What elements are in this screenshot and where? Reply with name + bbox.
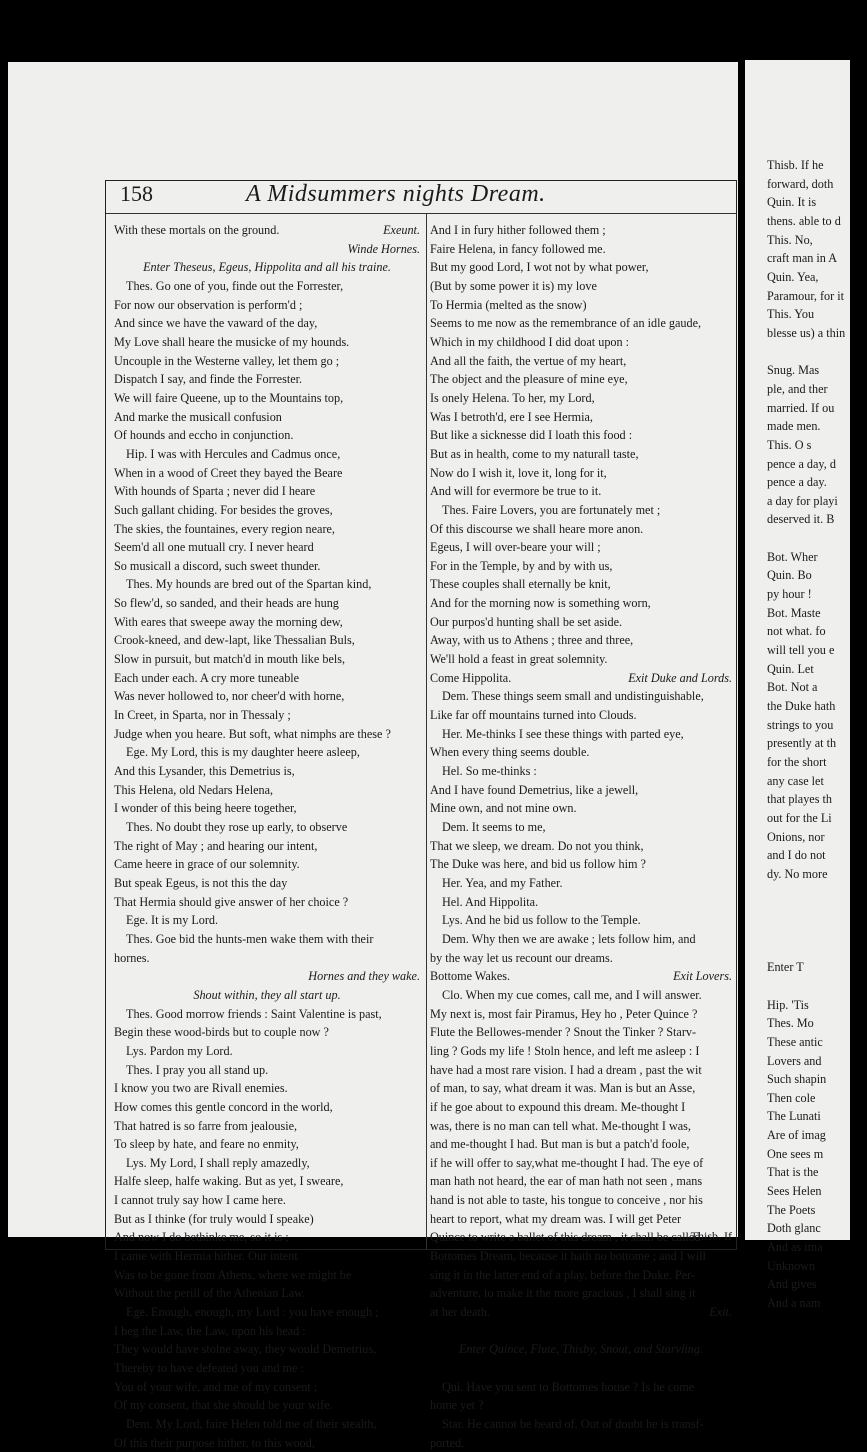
text-line: Is onely Helena. To her, my Lord,	[430, 390, 595, 405]
next-page-line: forward, doth	[767, 176, 834, 191]
text-line: To sleep by hate, and feare no enmity,	[114, 1137, 299, 1152]
text-line: (But by some power it is) my love	[430, 278, 597, 293]
page-frame	[105, 180, 737, 1450]
text-line: The right of May ; and hearing our intent,	[114, 838, 318, 853]
page-number: 158	[120, 181, 153, 206]
next-page-line: and I do not	[767, 848, 826, 863]
text-line: Thes. Goe bid the hunts-men wake them with their	[126, 931, 374, 946]
text-line: With eares that sweepe away the morning dew,	[114, 614, 343, 629]
next-page-line: Doth glanc	[767, 1221, 821, 1236]
text-line: heart to report, what my dream was. I will get Peter	[430, 1211, 682, 1226]
text-line: In Creet, in Sparta, nor in Thessaly ;	[114, 708, 291, 723]
text-line: But like a sicknesse did I loath this food :	[430, 428, 633, 443]
text-line: Thes. Go one of you, finde out the Forrester,	[126, 278, 344, 293]
text-line: Qui. Have you sent to Bottomes house ? Is he come	[442, 1379, 695, 1394]
next-page-line: Lovers and	[767, 1053, 822, 1068]
next-page-line: The Lunati	[767, 1109, 821, 1124]
text-line: But as I thinke (for truly would I speake)	[114, 1211, 314, 1226]
text-line: And this Lysander, this Demetrius is,	[114, 764, 295, 779]
text-line: How comes this gentle concord in the world,	[114, 1099, 333, 1114]
next-page-line	[767, 902, 867, 921]
text-line: My Love shall heare the musicke of my hounds.	[114, 334, 350, 349]
text-line: For in the Temple, by and by with us,	[430, 558, 613, 573]
text-line: if he will offer to say,what me-thought I had. The eye of	[430, 1155, 704, 1170]
next-page-line	[767, 343, 867, 362]
text-line: Ege. It is my Lord.	[126, 913, 219, 928]
next-page-line: out for the Li	[767, 810, 832, 825]
text-line: Was to be gone from Athens, where we might be	[114, 1267, 352, 1282]
text-line: Seem'd all one mutuall cry. I never heard	[114, 540, 314, 555]
next-page-line: a day for playi	[767, 493, 838, 508]
text-line: if he goe about to expound this dream. Me-thought I	[430, 1099, 686, 1114]
text-line: Bottomes Dream, because it hath no bottome ; and I will	[430, 1249, 706, 1264]
next-page-line: Such shapin	[767, 1072, 827, 1087]
text-line: Seems to me now as the remembrance of an idle gaude,	[430, 316, 702, 331]
text-line: Enter Quince, Flute, Thisby, Snout, and Starvling.	[458, 1342, 704, 1357]
text-line: Without the perill of the Athenian Law.	[114, 1286, 306, 1301]
next-page-line: This. You	[767, 307, 815, 322]
line-text: With these mortals on the ground.	[114, 223, 280, 237]
text-line: Slow in pursuit, but match'd in mouth like bels,	[114, 652, 346, 667]
text-line: But my good Lord, I wot not by what power,	[430, 260, 649, 275]
text-line: Thes. I pray you all stand up.	[126, 1062, 269, 1077]
text-line: To Hermia (melted as the snow)	[430, 297, 587, 312]
stage-direction: Exit Duke and Lords.	[628, 670, 732, 685]
text-line: Such gallant chiding. For besides the groves,	[114, 502, 333, 517]
text-line: Dem. These things seem small and undistinguishable,	[442, 689, 704, 704]
text-line: Judge when you heare. But soft, what nimphs are these ?	[114, 726, 391, 741]
next-page-line: any case let	[767, 773, 824, 788]
page-sheet	[8, 62, 738, 1450]
next-page-line: These antic	[767, 1034, 823, 1049]
text-line: Crook-kneed, and dew-lapt, like Thessalian Buls,	[114, 633, 355, 648]
next-page-line: And gives	[767, 1277, 817, 1292]
next-page-line	[767, 977, 867, 996]
text-line: And will for evermore be true to it.	[430, 484, 602, 499]
text-line: Shout within, they all start up.	[193, 987, 341, 1002]
next-page-line	[767, 884, 867, 903]
text-line: Enter Theseus, Egeus, Hippolita and all his traine.	[143, 260, 391, 275]
text-line: Ege. My Lord, this is my daughter heere asleep,	[126, 745, 360, 760]
text-line: Of this their purpose hither, to this wood,	[114, 1435, 315, 1450]
next-page-line: craft man in A	[767, 251, 838, 266]
text-line: home yet ?	[430, 1398, 484, 1413]
text-line: man hath not heard, the ear of man hath not seen , mans	[430, 1174, 703, 1189]
text-line: Hip. I was with Hercules and Cadmus once,	[126, 446, 341, 461]
text-line: I wonder of this being heere together,	[114, 801, 297, 816]
text-line: Each under each. A cry more tuneable	[114, 670, 300, 685]
next-page-line: Enter T	[767, 960, 804, 975]
text-line: But as in health, come to my naturall taste,	[430, 446, 639, 461]
text-line: Thes. Faire Lovers, you are fortunately met ;	[442, 502, 661, 517]
next-page-line: Thisb. If he	[767, 158, 824, 172]
next-page-line: thens. able to d	[767, 213, 841, 228]
right-column	[430, 221, 732, 1452]
text-line: Uncouple in the Westerne valley, let them go ;	[114, 353, 340, 368]
next-page-line	[767, 940, 867, 959]
line-text: Bottome Wakes.	[430, 969, 511, 984]
text-line: The Duke was here, and bid us follow him ?	[430, 857, 646, 872]
next-page-line: blesse us) a thin	[767, 325, 846, 340]
next-page-line: the Duke hath	[767, 699, 836, 714]
next-page-line: Bot. Maste	[767, 605, 821, 620]
text-line: Mine own, and not mine own.	[430, 801, 577, 816]
text-line: They would have stolne away, they would Demetrius,	[114, 1342, 377, 1357]
text-line: Of hounds and eccho in conjunction.	[114, 428, 294, 443]
text-line: And now I do bethinke me, so it is ;	[114, 1230, 289, 1245]
text-line: And marke the musicall confusion	[114, 409, 282, 424]
text-line: When in a wood of Creet they bayed the Beare	[114, 465, 343, 480]
stage-direction: Exit.	[709, 1305, 732, 1320]
text-line	[430, 1359, 732, 1378]
header-rule	[106, 213, 736, 214]
next-page-line: Unknown	[767, 1258, 816, 1273]
text-line	[430, 967, 732, 986]
next-page-line: Quin. It is	[767, 195, 817, 210]
text-line: sing it in the latter end of a play, before the Duke. Per-	[430, 1267, 695, 1282]
text-line: Her. Me-thinks I see these things with parted eye,	[442, 726, 684, 741]
next-page-line	[767, 921, 867, 940]
next-page-line: Paramour, for it	[767, 288, 845, 303]
text-line: Was never hollowed to, nor cheer'd with horne,	[114, 689, 345, 704]
text-line: So musicall a discord, such sweet thunder.	[114, 558, 321, 573]
next-page-line: One sees m	[767, 1146, 824, 1161]
text-line: I beg the Law, the Law, upon his head :	[114, 1323, 306, 1338]
stage-direction: Exit Lovers.	[673, 969, 732, 984]
text-line: Was I betroth'd, ere I see Hermia,	[430, 409, 593, 424]
text-line: Of my consent, that she should be your wife.	[114, 1398, 333, 1413]
text-line: That we sleep, we dream. Do not you think,	[430, 838, 644, 853]
next-page-line: for the short	[767, 755, 827, 769]
text-line: I came with Hermia hither. Our intent	[114, 1249, 298, 1264]
next-page-line: Then cole	[767, 1090, 816, 1105]
text-line: Star. He cannot be heard of. Out of doubt he is transf-	[442, 1417, 704, 1431]
line-text: Come Hippolita.	[430, 670, 512, 685]
text-line: Came heere in grace of our solemnity.	[114, 857, 300, 872]
text-line: The skies, the fountaines, every region neare,	[114, 521, 335, 536]
text-line: And I have found Demetrius, like a jewell,	[430, 782, 639, 797]
next-page-line: That is the	[767, 1165, 819, 1180]
text-line: With hounds of Sparta ; never did I heare	[114, 484, 316, 499]
text-line: Thereby to have defeated you and me :	[114, 1361, 304, 1376]
next-page-line: pence a day.	[767, 475, 827, 490]
text-line: And all the faith, the vertue of my heart,	[430, 353, 627, 368]
text-line: Thes. My hounds are bred out of the Spartan kind,	[126, 577, 372, 592]
text-line: by the way let us recount our dreams.	[430, 950, 613, 965]
text-line: Now do I wish it, love it, long for it,	[430, 465, 607, 480]
next-page-line: Thes. Mo	[767, 1016, 814, 1031]
text-line: Faire Helena, in fancy followed me.	[430, 241, 606, 256]
next-page-line: Bot. Wher	[767, 549, 818, 564]
text-line: Her. Yea, and my Father.	[442, 875, 563, 890]
next-page-line: Hip. 'Tis	[767, 997, 809, 1012]
text-line: of man, to say, what dream it was. Man is but an Asse,	[430, 1081, 696, 1096]
text-line: Away, with us to Athens ; three and three,	[430, 633, 634, 648]
next-page-line: Sees Helen	[767, 1184, 822, 1199]
text-line: Our purpos'd hunting shall be set aside.	[430, 614, 623, 629]
text-line: This Helena, old Nedars Helena,	[114, 782, 274, 797]
text-line: Thes. No doubt they rose up early, to observe	[126, 820, 348, 834]
catchword: Thisb. If	[690, 1229, 732, 1243]
next-page-line: pence a day, d	[767, 456, 836, 471]
text-line: Clo. When my cue comes, call me, and I will answer.	[442, 987, 702, 1002]
next-page-line: Quin. Bo	[767, 568, 812, 583]
text-line	[430, 1322, 732, 1341]
text-line: hand is not able to taste, his tongue to conceive , nor his	[430, 1193, 703, 1208]
text-line: Flute the Bellowes-mender ? Snout the Tinker ? Starv-	[430, 1025, 697, 1040]
text-line: But speak Egeus, is not this the day	[114, 875, 288, 890]
next-page-line: strings to you	[767, 717, 834, 732]
text-line: hornes.	[114, 950, 150, 965]
text-line: Lys. And he bid us follow to the Temple.	[442, 913, 641, 928]
next-page-line: will tell you e	[767, 643, 835, 658]
next-page-line: ple, and ther	[767, 381, 828, 396]
next-page-line: And a nam	[767, 1296, 821, 1311]
text-line: I know you two are Rivall enemies.	[114, 1081, 288, 1096]
text-line: We'll hold a feast in great solemnity.	[430, 652, 608, 667]
text-line: Hel. So me-thinks :	[442, 764, 537, 779]
text-line: That Hermia should give answer of her choice ?	[114, 894, 349, 909]
next-page-line: And as ima	[767, 1240, 823, 1255]
left-column	[114, 221, 420, 1452]
next-page-column	[767, 156, 867, 1313]
text-line: For now our observation is perform'd ;	[114, 297, 303, 312]
text-line: Of this discourse we shall heare more anon.	[430, 521, 644, 536]
next-page-line: Bot. Not a	[767, 680, 818, 695]
next-page-line: Onions, nor	[767, 829, 825, 844]
next-page-line: Quin. Let	[767, 661, 814, 676]
text-line: That hatred is so farre from jealousie,	[114, 1118, 298, 1133]
next-page-line: made men.	[767, 419, 821, 434]
text-line: We will faire Queene, up to the Mountains top,	[114, 390, 344, 405]
next-page-line: dy. No more	[767, 866, 828, 881]
text-line: And for the morning now is something worn,	[430, 596, 651, 611]
next-page-line: The Poets	[767, 1202, 816, 1217]
next-page-line	[767, 529, 867, 548]
text-line: My next is, most fair Piramus, Hey ho , Peter Quince ?	[430, 1006, 698, 1021]
text-line: Like far off mountains turned into Clouds.	[430, 708, 637, 723]
text-line: Egeus, I will over-beare your will ;	[430, 540, 601, 555]
text-line	[430, 669, 732, 688]
text-line: was, there is no man can tell what. Me-thought I was,	[430, 1118, 691, 1133]
text-line: Quince to write a ballet of this dream , it shall be called	[430, 1230, 701, 1245]
line-text: at her death.	[430, 1305, 490, 1320]
text-line: Ege. Enough, enough, my Lord : you have enough ;	[126, 1305, 379, 1320]
text-line: I cannot truly say how I came here.	[114, 1193, 286, 1208]
text-line: adventure, to make it the more gracious , I shall sing it	[430, 1286, 696, 1301]
text-line: Winde Hornes.	[347, 241, 420, 256]
column-rule	[426, 213, 427, 1249]
text-line	[430, 1303, 732, 1322]
next-page-line: deserved it. B	[767, 512, 835, 527]
text-line: Lys. Pardon my Lord.	[126, 1043, 233, 1058]
text-line: And I in fury hither followed them ;	[430, 223, 606, 237]
next-page-line: py hour !	[767, 587, 812, 602]
text-line: Hornes and they wake.	[308, 969, 420, 984]
running-title: A Midsummers nights Dream.	[246, 181, 546, 207]
text-line: When every thing seems double.	[430, 745, 590, 760]
text-line	[114, 221, 420, 240]
next-page-line: that playes th	[767, 792, 832, 807]
next-page-line: Snug. Mas	[767, 363, 820, 378]
text-line: Dem. Why then we are awake ; lets follow him, and	[442, 931, 696, 946]
text-line: ported.	[430, 1435, 465, 1450]
next-page-line: Quin. Yea,	[767, 269, 819, 284]
text-line: The object and the pleasure of mine eye,	[430, 372, 628, 387]
text-line: ling ? Gods my life ! Stoln hence, and left me asleep : I	[430, 1043, 700, 1058]
next-page-line: Are of imag	[767, 1128, 826, 1143]
text-line: and me-thought I had. But man is but a patch'd foole,	[430, 1137, 690, 1152]
next-page-line: This. No,	[767, 232, 813, 247]
text-line: have had a most rare vision. I had a dream , past the wit	[430, 1062, 702, 1077]
text-line: Thes. Good morrow friends : Saint Valentine is past,	[126, 1006, 382, 1021]
text-line: Hel. And Hippolita.	[442, 894, 539, 909]
text-line: These couples shall eternally be knit,	[430, 577, 611, 592]
text-line: Begin these wood-birds but to couple now ?	[114, 1025, 329, 1040]
text-line: Lys. My Lord, I shall reply amazedly,	[126, 1155, 310, 1170]
next-page-line: married. If ou	[767, 400, 835, 415]
text-line: Halfe sleep, halfe waking. But as yet, I sweare,	[114, 1174, 344, 1189]
text-line: Which in my childhood I did doat upon :	[430, 334, 630, 349]
text-line: Dem. My Lord, faire Helen told me of their stealth,	[126, 1417, 377, 1431]
next-page-line: not what. fo	[767, 624, 826, 639]
next-page-edge	[745, 60, 850, 1311]
next-page-line: This. O s	[767, 437, 812, 452]
text-line: Dem. It seems to me,	[442, 820, 546, 834]
stage-direction: Exeunt.	[383, 223, 420, 237]
text-line: So flew'd, so sanded, and their heads are hung	[114, 596, 339, 611]
text-line: Dispatch I say, and finde the Forrester.	[114, 372, 303, 387]
text-line: You of your wife, and me of my consent ;	[114, 1379, 318, 1394]
next-page-line: presently at th	[767, 736, 837, 751]
text-line: And since we have the vaward of the day,	[114, 316, 318, 331]
